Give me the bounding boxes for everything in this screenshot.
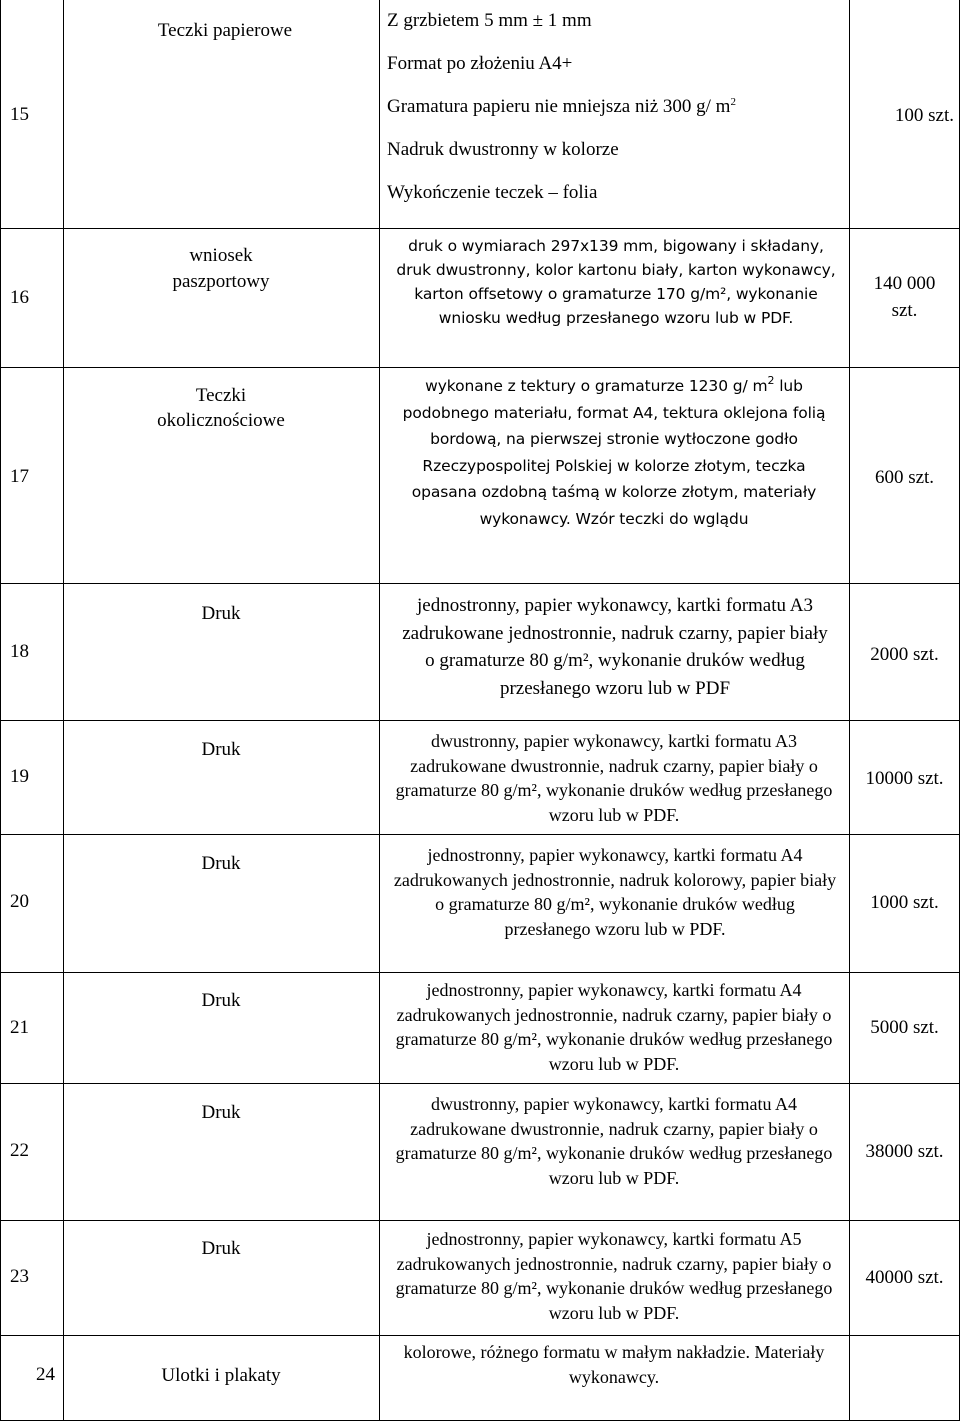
name-cell: [63, 583, 379, 720]
description-cell: [379, 1335, 849, 1421]
item-quantity: 1000 szt.: [870, 892, 939, 913]
number-cell: [0, 1083, 63, 1220]
item-name: Ulotki i plakaty: [161, 1365, 281, 1386]
row-number: 23: [10, 1266, 29, 1287]
item-quantity: 140 000: [873, 273, 936, 294]
description-line: Z grzbietem 5 mm ± 1 mm: [387, 10, 592, 31]
quantity-cell: [849, 228, 960, 367]
row-number: 18: [10, 641, 29, 662]
item-name: Teczki papierowe: [157, 20, 293, 41]
item-description: dwustronny, papier wykonawcy, kartki formatu A3 zadrukowane dwustronnie, nadruk czarny, papier biały o gramaturze 80 g/m², wykonanie druków według przesłanego wzoru lub w PDF.: [395, 731, 833, 825]
description-cell: [379, 720, 849, 834]
description-line: Wykończenie teczek – folia: [387, 182, 598, 203]
item-quantity: szt.: [891, 300, 918, 321]
quantity-cell: [849, 0, 960, 228]
quantity-cell: [849, 1083, 960, 1220]
quantity-cell: [849, 720, 960, 834]
description-cell: [379, 228, 849, 367]
item-description: kolorowe, różnego formatu w małym nakładzie. Materiały wykonawcy.: [403, 1342, 825, 1387]
row-number: 22: [10, 1140, 29, 1161]
number-cell: [0, 228, 63, 367]
row-number: 17: [10, 466, 29, 487]
number-cell: [0, 583, 63, 720]
name-cell: [63, 720, 379, 834]
item-quantity: 40000 szt.: [865, 1267, 944, 1288]
table-row: [0, 583, 960, 720]
item-name: Druk: [201, 1238, 241, 1259]
description-line: [387, 85, 845, 128]
description-text: Gramatura papieru nie mniejsza niż 300 g/ m: [387, 96, 731, 117]
item-description: jednostronny, papier wykonawcy, kartki formatu A5 zadrukowanych jednostronnie, nadruk czarny, papier biały o gramaturze 80 g/m², wykonanie druków według przesłanego wzoru lub w PDF.: [395, 1229, 833, 1323]
description-line: Format po złożeniu A4+: [387, 53, 573, 74]
quantity-cell: [849, 1220, 960, 1335]
description-cell: [379, 834, 849, 972]
table-row: [0, 834, 960, 972]
row-number: 21: [10, 1017, 29, 1038]
description-text: wykonane z tektury o gramaturze 1230 g/ m: [425, 377, 768, 395]
table-row: [0, 1220, 960, 1335]
name-cell: [63, 834, 379, 972]
item-description: jednostronny, papier wykonawcy, kartki formatu A3 zadrukowane jednostronnie, nadruk czarny, papier biały o gramaturze 80 g/m², wykonanie druków według przesłanego wzoru lub w PDF: [402, 595, 828, 699]
item-name: Teczki: [195, 385, 247, 406]
table-row: [0, 1083, 960, 1220]
item-quantity: 2000 szt.: [870, 644, 939, 665]
number-cell: [0, 834, 63, 972]
row-number: 20: [10, 891, 29, 912]
quantity-cell: [849, 1335, 960, 1421]
table-row: [0, 367, 960, 583]
number-cell: [0, 0, 63, 228]
item-description: [387, 0, 845, 214]
description-cell: [379, 1220, 849, 1335]
row-number: 19: [10, 766, 29, 787]
quantity-cell: [849, 972, 960, 1083]
item-name: Druk: [201, 1102, 241, 1123]
row-number: 16: [10, 287, 29, 308]
item-quantity: 38000 szt.: [865, 1141, 944, 1162]
name-cell: [63, 1335, 379, 1421]
table-row: [0, 0, 960, 228]
row-number: 15: [10, 104, 29, 125]
item-quantity: 10000 szt.: [865, 768, 944, 789]
description-cell: [379, 583, 849, 720]
description-cell: [379, 0, 849, 228]
name-cell: [63, 1083, 379, 1220]
number-cell: [0, 1335, 63, 1421]
item-description: druk o wymiarach 297x139 mm, bigowany i składany, druk dwustronny, kolor kartonu biały, karton wykonawcy, karton offsetowy o gramaturze 170 g/m², wykonanie wniosku według przesłanego wzoru lub w PDF.: [396, 237, 836, 327]
name-cell: [63, 1220, 379, 1335]
table-row: [0, 972, 960, 1083]
table-row: [0, 720, 960, 834]
description-cell: [379, 367, 849, 583]
item-name: paszportowy: [172, 271, 270, 292]
item-description: dwustronny, papier wykonawcy, kartki formatu A4 zadrukowane dwustronnie, nadruk czarny, papier biały o gramaturze 80 g/m², wykonanie druków według przesłanego wzoru lub w PDF.: [395, 1094, 833, 1188]
item-quantity: 5000 szt.: [870, 1017, 939, 1038]
quantity-cell: [849, 834, 960, 972]
item-name: okolicznościowe: [157, 410, 285, 431]
description-cell: [379, 972, 849, 1083]
quantity-cell: [849, 583, 960, 720]
quantity-cell: [849, 367, 960, 583]
superscript: 2: [767, 374, 775, 387]
item-description: jednostronny, papier wykonawcy, kartki formatu A4 zadrukowanych jednostronnie, nadruk kolorowy, papier biały o gramaturze 80 g/m², wykonanie druków według przesłanego wzoru lub w PDF.: [393, 845, 837, 939]
name-cell: [63, 972, 379, 1083]
name-cell: [63, 0, 379, 228]
item-name: Druk: [201, 739, 241, 760]
item-description: jednostronny, papier wykonawcy, kartki formatu A4 zadrukowanych jednostronnie, nadruk czarny, papier biały o gramaturze 80 g/m², wykonanie druków według przesłanego wzoru lub w PDF.: [395, 980, 833, 1074]
superscript: 2: [730, 96, 736, 108]
item-name: Druk: [201, 853, 241, 874]
table-row: [0, 228, 960, 367]
description-text: lub podobnego materiału, format A4, tektura oklejona folią bordową, na pierwszej stronie wytłoczone godło Rzeczypospolitej Polskiej w kolorze złotym, teczka opasana ozdobną taśmą w kolorze złotym, materiały wykonawcy. Wzór teczki do wglądu: [402, 377, 826, 528]
item-name: wniosek: [189, 245, 253, 266]
number-cell: [0, 972, 63, 1083]
number-cell: [0, 1220, 63, 1335]
item-name: Druk: [201, 603, 241, 624]
item-description: [395, 373, 833, 532]
item-quantity: 600 szt.: [874, 467, 935, 488]
row-number: 24: [36, 1364, 55, 1385]
table-row: [0, 1335, 960, 1421]
description-line: Nadruk dwustronny w kolorze: [387, 139, 619, 160]
item-quantity: 100 szt.: [894, 105, 954, 126]
item-name: Druk: [201, 990, 241, 1011]
number-cell: [0, 720, 63, 834]
name-cell: [63, 228, 379, 367]
description-cell: [379, 1083, 849, 1220]
number-cell: [0, 367, 63, 583]
name-cell: [63, 367, 379, 583]
